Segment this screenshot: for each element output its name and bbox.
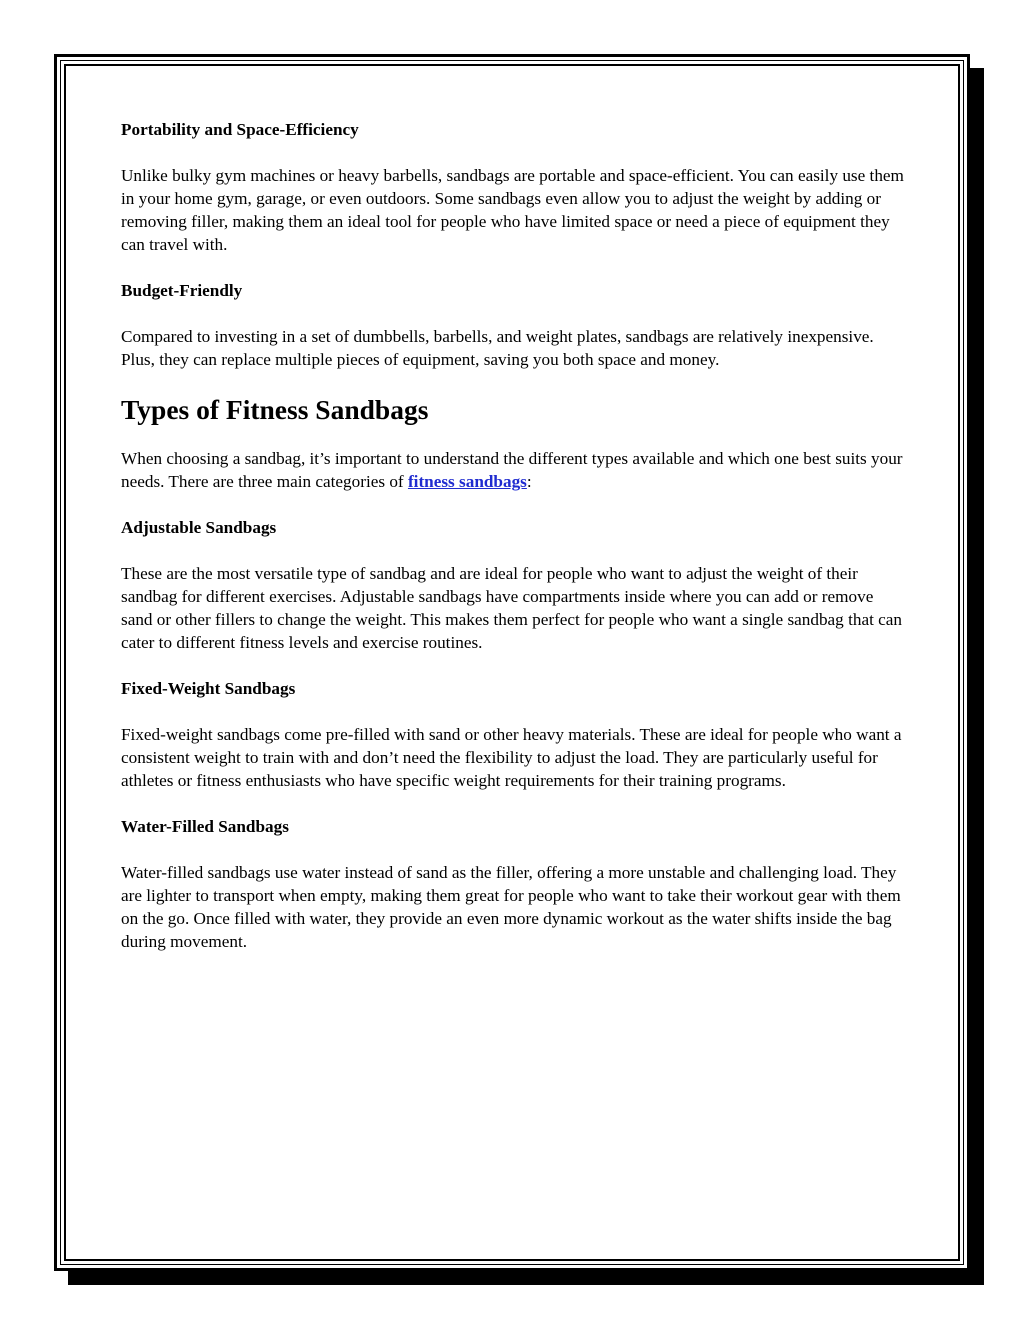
section-heading-portability: Portability and Space-Efficiency	[121, 120, 359, 139]
section-body-water: Water-filled sandbags use water instead of sand as the filler, offering a more unstable and challenging load. They are lighter to transport when empty, making them great for people who want to take their workout gear with them on the go. Once filled with water, they provide an even more dynamic workout as the water shifts inside the bag during movement.	[121, 863, 901, 951]
section-body-adjustable: These are the most versatile type of sandbag and are ideal for people who want to adjust the weight of their sandbag for different exercises. Adjustable sandbags have compartments inside where you can add or remove sand or other fillers to change the weight. This makes them perfect for people who want a single sandbag that can cater to different fitness levels and exercise routines.	[121, 564, 902, 652]
section-body-budget: Compared to investing in a set of dumbbells, barbells, and weight plates, sandbags are relatively inexpensive. Plus, they can replace multiple pieces of equipment, saving you both space and money.	[121, 327, 874, 369]
section-body-fixed: Fixed-weight sandbags come pre-filled with sand or other heavy materials. These are ideal for people who want a consistent weight to train with and don’t need the flexibility to adjust the load. They are particularly useful for athletes or fitness enthusiasts who have specific weight requirements for their training programs.	[121, 725, 902, 790]
section-heading-adjustable: Adjustable Sandbags	[121, 518, 277, 537]
types-intro-text: When choosing a sandbag, it’s important to understand the different types available and which one best suits your needs. There are three main categories of	[121, 449, 903, 491]
section-heading-fixed: Fixed-Weight Sandbags	[121, 679, 296, 698]
section-heading-types: Types of Fitness Sandbags	[121, 394, 429, 425]
section-body-portability: Unlike bulky gym machines or heavy barbells, sandbags are portable and space-efficient. You can easily use them in your home gym, garage, or even outdoors. Some sandbags even allow you to adjust the weight by adding or removing filler, making them an ideal tool for people who have limited space or need a piece of equipment they can travel with.	[121, 166, 904, 254]
section-heading-water: Water-Filled Sandbags	[121, 817, 289, 836]
types-intro-end: :	[526, 472, 532, 491]
fitness-sandbags-link[interactable]: fitness sandbags	[407, 472, 527, 491]
document-content	[121, 118, 906, 976]
section-intro-types	[121, 447, 906, 493]
section-heading-budget: Budget-Friendly	[121, 281, 243, 300]
